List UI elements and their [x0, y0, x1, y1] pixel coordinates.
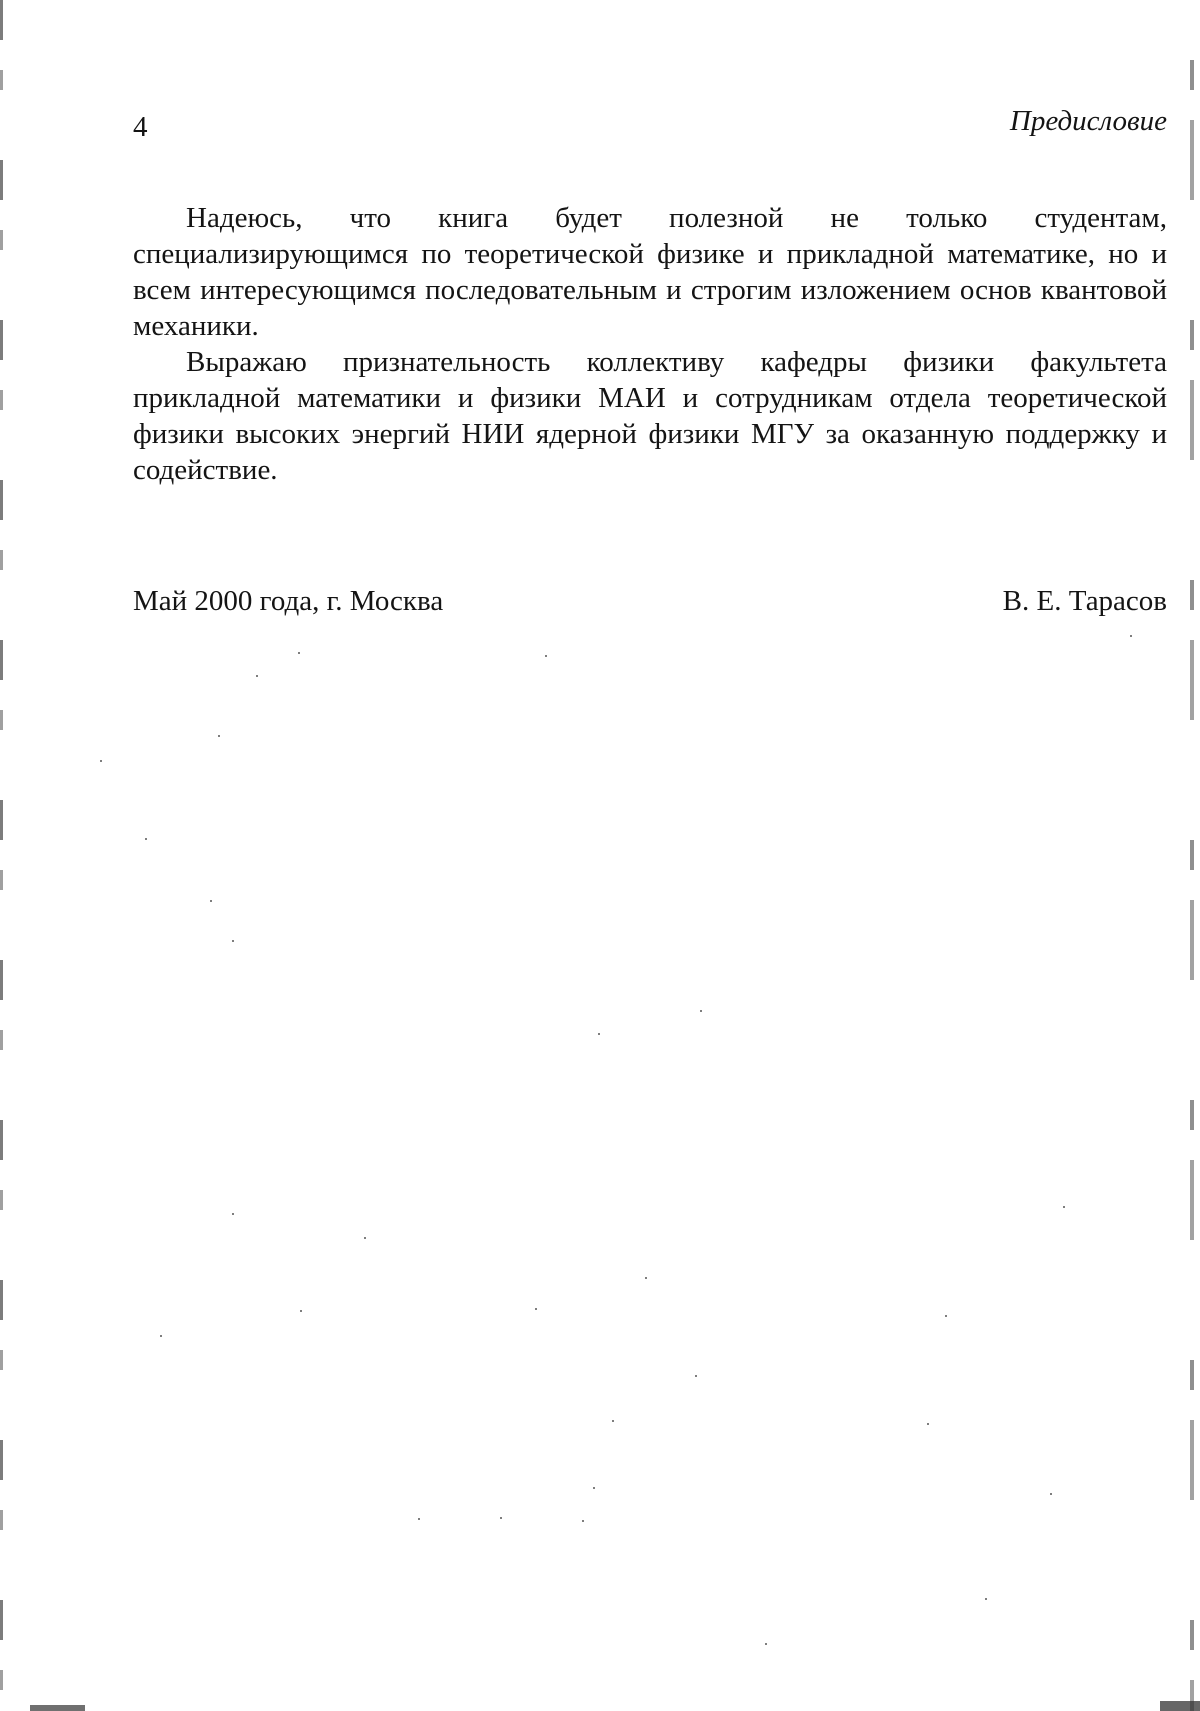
body-text — [133, 200, 1167, 488]
scan-speck — [210, 900, 212, 902]
scan-speck — [985, 1598, 987, 1600]
scan-speck — [145, 838, 147, 840]
scan-speck — [695, 1375, 697, 1377]
scan-speck — [298, 652, 300, 654]
scan-speck — [545, 655, 547, 657]
scan-speck — [232, 1213, 234, 1215]
running-head — [133, 105, 1167, 145]
scan-edge-right — [1190, 0, 1194, 1711]
scan-speck — [300, 1310, 302, 1312]
scan-speck — [612, 1420, 614, 1422]
scan-speck — [582, 1520, 584, 1522]
scan-speck — [1130, 635, 1132, 637]
signature-author: В. Е. Тарасов — [1002, 585, 1167, 617]
scan-edge-bottom-right — [1160, 1701, 1200, 1711]
scan-speck — [364, 1237, 366, 1239]
scan-speck — [765, 1643, 767, 1645]
page-number: 4 — [133, 111, 148, 143]
scan-speck — [232, 940, 234, 942]
scan-speck — [945, 1315, 947, 1317]
paragraph-1: Надеюсь, что книга будет полезной не только студентам, специализирующимся по теоретической физике и прикладной математике, но и всем интересующимся последовательным и строгим изложением основ квантовой механики. — [133, 202, 1167, 342]
scan-edge-left — [0, 0, 3, 1711]
scan-speck — [1063, 1206, 1065, 1208]
scan-speck — [645, 1277, 647, 1279]
scan-speck — [700, 1010, 702, 1012]
section-title: Предисловие — [1009, 105, 1167, 137]
paragraph-2: Выражаю признательность коллективу кафедры физики факультета прикладной математики и физики МАИ и сотрудникам отдела теоретической физики высоких энергий НИИ ядерной физики МГУ за оказанную поддержку и содействие. — [133, 346, 1167, 486]
scan-speck — [418, 1518, 420, 1520]
scan-speck — [500, 1517, 502, 1519]
scan-speck — [927, 1423, 929, 1425]
scan-speck — [100, 760, 102, 762]
scan-speck — [1050, 1493, 1052, 1495]
signature-line — [133, 585, 1167, 625]
scan-speck — [535, 1308, 537, 1310]
scan-speck — [218, 735, 220, 737]
scan-speck — [598, 1033, 600, 1035]
scan-edge-bottom-left — [30, 1705, 85, 1711]
signature-place-date: Май 2000 года, г. Москва — [133, 585, 444, 617]
scan-speck — [256, 675, 258, 677]
scan-speck — [593, 1487, 595, 1489]
scan-speck — [160, 1335, 162, 1337]
